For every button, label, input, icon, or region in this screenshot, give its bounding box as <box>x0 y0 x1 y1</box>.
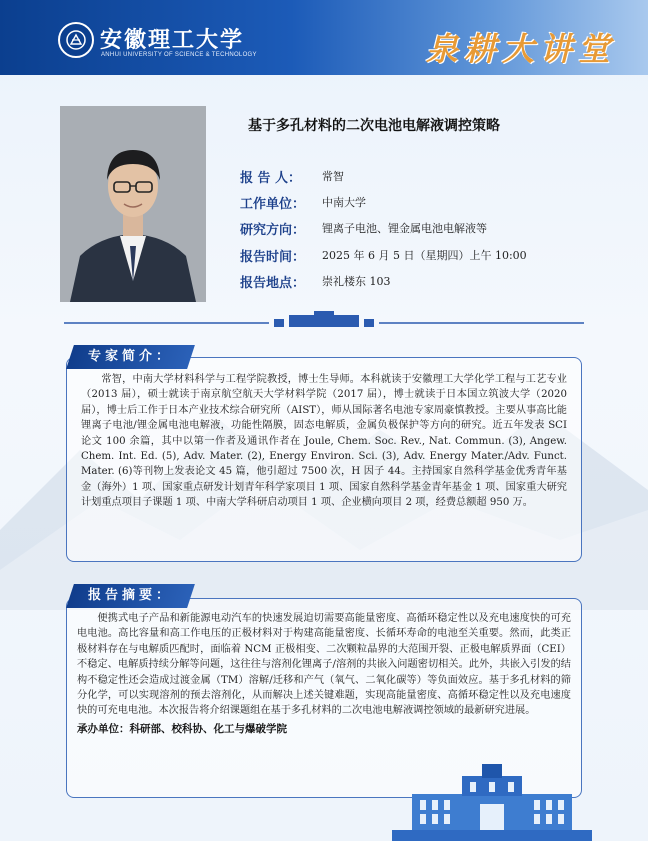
university-name-en: ANHUI UNIVERSITY OF SCIENCE & TECHNOLOGY <box>101 52 257 58</box>
bio-text: 常智，中南大学材料科学与工程学院教授，博士生导师。本科就读于安徽理工大学化学工程与工艺专业（2013 届），硕士就读于南京航空航天大学材料学院（2017 届），博士就读于日本国立筑波大学（2020 届），博士后工作于日本产业技术综合研究所（AIST），师从国际著名电池专家周豪慎教授。主要从事高比能锂离子电池/锂金属电池电解液，功能性隔膜，固态电解质，金属负极保护等方向的研究。近五年发表 SCI 论文 100 余篇，其中以第一作者及通讯作者在 Joule, Chem. Soc. Rev., Nat. Commun. (3), Angew. Chem. Int. Ed. (5), Adv. Mater. (2), Energy Environ. Sci. (3), Adv. Energy Mater./Adv. Funct. Mater. (6)等刊物上发表论文 45 篇，他引超过 7500 次，H 因子 44。主持国家自然科学基金优秀青年基金（海外）1 项、国家重点研发计划青年科学家项目 1 项、国家自然科学基金青年基金 1 项、国家重大研究计划重点项目子课题 1 项、中南大学科研启动项目 1 项、企业横向项目 2 项，经费总额超 950 万。 <box>81 374 567 509</box>
university-name: 安徽理工大学 <box>100 27 245 53</box>
info-row-research <box>240 217 487 239</box>
bio-heading-tag <box>66 345 195 369</box>
bio-heading: 专家简介： <box>88 349 174 364</box>
header-banner <box>0 0 648 75</box>
university-logo-icon <box>58 22 94 58</box>
abstract-heading-tag <box>66 584 195 608</box>
lecture-brand: 泉耕大讲堂 <box>425 30 616 68</box>
bio-box <box>66 357 582 562</box>
info-value: 常智 <box>322 170 344 183</box>
abstract-text: 便携式电子产品和新能源电动汽车的快速发展迫切需要高能量密度、高循环稳定性以及充电速度快的可充电电池。高比容量和高工作电压的正极材料对于构建高能量密度、长循环寿命的电池至关重要。然而，此类正极材料存在与电解质匹配时，面临着 NCM 正极相变、二次颗粒晶界的大范围开裂、正极电解质界面（CEI）不稳定、电解质持续分解等问题，这往往与溶剂化锂离子/溶剂的共嵌入问题密切相关。此外，共嵌入引发的结构不稳定性还会造成过渡金属（TM）溶解/迁移和产气（氧气、二氧化碳等）等负面效应。基于多孔材料的筛分化学，可以实现溶剂的预去溶剂化，从而解决上述关键难题，实现高能量密度、高循环稳定性以及充电速度快的可充电电池。本次报告将介绍课题组在基于多孔材料的二次电池电解液调控领域的最新研究进展。 <box>77 613 571 717</box>
divider-ornament <box>64 311 584 331</box>
info-value: 锂离子电池、锂金属电池电解液等 <box>322 222 487 235</box>
abstract-heading: 报告摘要： <box>88 588 174 603</box>
info-row-speaker <box>240 165 344 187</box>
info-value: 中南大学 <box>322 196 366 209</box>
info-label: 报 告 人： <box>240 170 302 186</box>
info-label: 报告地点： <box>240 275 306 291</box>
info-label: 工作单位： <box>240 196 306 212</box>
talk-title: 基于多孔材料的二次电池电解液调控策略 <box>248 118 500 134</box>
info-label: 研究方向： <box>240 222 306 238</box>
campus-building-illustration <box>392 760 592 841</box>
info-value: 崇礼楼东 103 <box>322 275 391 288</box>
info-label: 报告时间： <box>240 249 306 265</box>
host-units: 承办单位：科研部、校科协、化工与爆破学院 <box>77 722 287 735</box>
info-row-affiliation <box>240 191 366 213</box>
info-value: 2025 年 6 月 5 日（星期四）上午 10:00 <box>322 249 527 262</box>
info-row-time <box>240 244 527 266</box>
info-row-location <box>240 270 391 292</box>
speaker-photo <box>60 106 206 302</box>
